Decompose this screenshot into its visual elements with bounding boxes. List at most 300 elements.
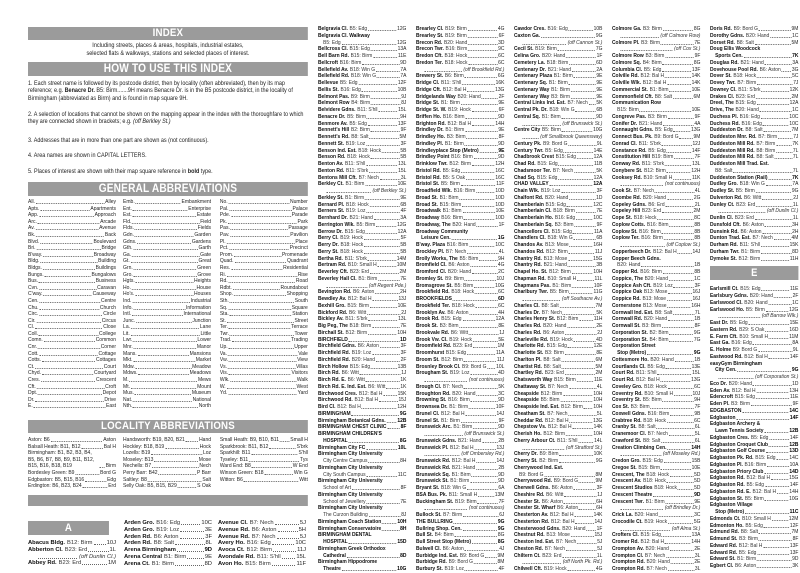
index-entry [514,316,602,323]
locality-row [123,437,211,444]
map-reference: 13A [691,532,701,539]
index-entry [612,485,700,492]
abbreviation-row-abbr: St. [219,317,226,324]
leader-dots [372,350,400,355]
street-name: Duddeston Dr. [710,127,744,134]
postcode-locality: B2: Birm [350,127,370,134]
leader-dots [362,404,397,409]
abbreviation-row [123,364,211,371]
leader-dots [138,351,189,356]
map-reference: 9G [399,410,407,417]
street-name: Coxwell Gdns. [612,410,646,417]
street-name: Birmingham Botanical Gdns. [318,417,386,424]
postcode-locality: B7: Birm [756,140,776,147]
abbreviation-row-meaning: Houses [194,291,212,298]
map-reference: 7M [791,529,799,536]
index-entry [710,563,798,570]
street-name: BIRMINGHAM CHEST CLINIC [318,424,387,431]
map-reference: 13L [398,316,407,323]
postcode-locality: B19: Loz [540,188,561,194]
postcode-locality: B6: Witt [546,491,564,498]
leader-dots [566,431,593,436]
postcode-locality: B16: Birm [640,269,662,275]
index-entry [416,181,504,188]
index-title: INDEX [28,27,308,40]
abbreviation-row-abbr: Mus. [123,390,134,397]
index-entry [318,411,406,418]
map-reference: 11E [789,394,799,401]
leader-dots [675,357,694,362]
index-entry [710,67,798,74]
entry-continuation: Theatre [323,566,341,572]
postcode-locality: B5: Edg [746,482,765,488]
abbreviation-row-abbr: Ho's. [123,291,135,298]
abbreviation-row-abbr: App. [28,212,39,219]
index-column [710,26,798,570]
entry-continuation: B9: Bord G [519,471,544,478]
leader-dots [663,26,693,31]
abbreviation-row-meaning: Residential [283,264,308,271]
abbreviation-row-meaning: North [198,403,212,410]
map-reference: 10H [593,390,603,397]
postcode-locality: B5: Birm [347,113,366,120]
street-name: Drakes Cl. [710,93,735,100]
postcode-locality: B19: Loz [345,208,366,215]
street-name: Duddeston Mill Rd. [710,147,755,154]
street-name: Chapman Rd. [514,275,546,282]
abbreviation-row-meaning: Shopping [286,291,308,298]
street-name: Chamberlain [514,201,544,208]
postcode-locality: B19: Hock [543,566,567,572]
index-entry [416,485,504,492]
street-name: Belgravia Cl. Walkway [318,32,370,39]
postcode-locality: B19: Birm [445,32,467,39]
postcode-locality: B19: Loz [345,140,366,147]
postcode-locality: B5: Edg [349,120,367,127]
abbreviation-row [220,219,308,226]
map-reference: 12K [789,86,799,93]
postcode-locality: B13: Mose [642,296,667,302]
postcode-locality: B16: Edg [554,215,576,221]
index-column [612,26,700,573]
leader-dots [453,296,498,301]
leader-dots [568,343,593,348]
index-entry [514,404,602,411]
street-name: Chad Rd. [514,161,536,167]
index-entry [514,384,602,391]
index-entry [318,208,406,215]
abbreviation-row [220,390,308,397]
index-entry [514,276,602,283]
map-reference: 10G [495,282,505,289]
leader-dots [666,364,691,369]
street-name: Centenary Sq. [514,80,548,86]
index-entry [612,94,700,101]
postcode-locality: B6: Witt [348,309,367,316]
abbreviation-row-meaning: Vale [298,350,308,357]
abbreviation-row [28,357,116,364]
index-entry [612,458,700,465]
postcode-locality: B18: Win G [547,235,573,242]
street-name: Bridgelands Way [416,93,456,100]
postcode-locality: B15: Edg [640,532,661,539]
leader-dots [425,431,463,436]
street-name: Cheapside [514,397,539,404]
leader-dots [387,424,400,429]
index-entry [514,451,602,458]
street-name: Coplow St. [612,228,638,235]
index-entry [416,566,504,573]
leader-dots [473,337,498,342]
leader-dots [665,73,691,78]
abbreviation-row-abbr: Gro. [123,271,133,278]
postcode-locality: B5: Birm [744,495,764,502]
map-reference: 11M [789,333,799,340]
map-reference: 11H [593,316,603,323]
index-entry [514,175,602,182]
leader-dots [476,188,494,193]
street-name: Edgbaston Pl. [710,461,743,468]
map-reference: 14K [593,424,603,431]
map-reference: 7L [792,147,799,154]
index-entry [612,411,700,418]
postcode-locality: B6: Aston [557,505,579,512]
leader-dots [136,364,192,369]
map-reference: 12G [789,306,799,313]
postcode-locality: B3: Birm [642,323,662,329]
street-name: Conrad Cl. [612,140,637,147]
street-name: Brearley St. [416,32,444,39]
abbreviation-row [220,364,308,371]
index-entry [318,141,406,148]
map-reference: 8B [694,235,701,242]
index-entry [514,323,602,330]
map-reference: 15E [789,320,799,326]
abbreviation-row [220,206,308,213]
entry-continuation: B20: Hand [617,262,641,269]
map-reference: 7E [400,323,407,329]
cross-reference-note [514,559,602,566]
index-entry [416,73,504,80]
postcode-locality: B23: Erd [736,201,756,208]
leader-dots [382,519,396,524]
index-entry [514,33,602,40]
entry-continuation: Sports Cen. [715,53,743,59]
postcode-locality: B15: Edg [537,174,558,181]
street-name: Edgbaston Croquet Club [710,441,769,448]
street-name: Central Links Ind. Est. [514,100,566,107]
abbreviation-row-meaning: Church [99,304,116,311]
leader-dots [158,470,196,475]
leader-dots [272,540,295,545]
street-name: Birchall St. [318,329,344,336]
cross-reference-note [416,451,504,458]
abbreviation-row-meaning: Back [104,231,116,238]
postcode-locality: B15: Edg [734,394,755,401]
leader-dots [584,404,593,409]
index-entry [612,175,700,182]
street-name: Berrow Dr. [318,228,343,235]
index-entry [514,330,602,337]
index-entry [612,532,700,539]
street-name: Connaught Gdns. [612,127,654,134]
index-entry [318,472,406,479]
index-entry [416,60,504,67]
street-name: Edmund St. [710,536,738,542]
street-name: Brindleyplace Stop (Metro) [416,147,479,154]
map-reference: 5K [596,167,603,174]
leader-dots [280,437,290,442]
leader-dots [757,550,789,555]
street-name: Bromfield Cl. [416,262,447,269]
leader-dots [272,561,296,566]
cross-reference-note [612,181,700,188]
locality-row-meaning: Small H [290,437,308,443]
street-name: Brighton Rd. [416,120,446,127]
locality-row [220,437,308,444]
leader-dots [669,337,693,342]
map-reference: 7F [498,498,505,505]
index-entry [416,343,504,350]
leader-dots [133,212,196,217]
leader-dots [251,450,297,455]
leader-dots [39,285,96,290]
abbreviation-row-meaning: Bungalows [91,271,116,278]
abbreviation-row-meaning: Precinct [289,245,308,252]
leader-dots [564,499,596,504]
map-reference: 13F [789,549,799,556]
map-reference: 10H [593,397,603,404]
leader-dots [562,364,595,369]
index-entry [416,269,504,276]
index-entry [710,529,798,536]
abbreviation-row-abbr: Ri. [219,271,226,278]
leader-dots [665,53,694,58]
postcode-locality: B18: Hock [451,289,475,296]
index-entry [318,310,406,317]
leader-dots [668,316,694,321]
leader-dots [349,539,397,544]
street-name: Cheapside Ind. Est. [514,404,560,410]
abbreviation-row-abbr: Emb. [123,199,135,205]
postcode-locality: B18: Hock [451,302,475,309]
abbreviation-column [28,199,116,410]
index-entry [318,33,406,40]
map-reference: 14D [789,468,799,475]
abbreviation-row-meaning: Close [103,324,116,331]
postcode-locality: B12: Birm [549,269,571,275]
street-name: Eastwood Rd. [710,353,743,360]
index-entry [612,188,700,195]
abbreviation-row [123,232,211,239]
leader-dots [577,276,594,281]
index-entry [416,121,504,128]
leader-dots [41,377,95,382]
locality-row-abbr: Selly Oak: B5, B15, B29 [123,483,177,490]
abbreviation-row [220,265,308,272]
postcode-locality: B21: Hand [451,464,476,471]
leader-dots [768,175,791,180]
leader-dots [463,512,498,517]
street-name: Caxton Ga. [514,32,541,39]
street-name: Commonfield Cft. [612,93,654,100]
street-name: Brosnley Brook Cl. [416,363,461,370]
index-entry [318,262,406,269]
street-name: Bertha Rd. [318,255,343,262]
leader-dots [656,424,694,429]
street-name: Crofters Cl. [612,532,639,539]
map-reference: 5M [595,363,603,370]
index-entry [416,465,504,472]
postcode-locality: B16: Birm [448,397,470,404]
locality-row [123,463,211,470]
leader-dots [669,330,693,335]
map-reference: 2F [498,93,505,100]
leader-dots [44,272,90,277]
postcode-locality: B3: Birm [551,93,571,100]
leader-dots [382,526,399,531]
cross-reference-note [612,505,700,512]
street-name: Colmore Sq. [612,59,642,66]
postcode-locality: B16: Birm [647,410,670,417]
locality-row [123,483,211,490]
abbreviation-row-abbr: Vis. [219,370,229,377]
map-reference: 6L [694,437,701,444]
leader-dots [470,262,497,267]
postcode-locality: B1: Birm [645,498,665,505]
street-name: Birchfield Rd. [318,356,351,363]
map-reference: 1J [597,491,603,498]
abbreviation-row-meaning: Courtyard [94,370,116,377]
leader-dots [327,283,368,288]
leader-dots [282,554,296,559]
leader-dots [466,134,497,139]
street-name: Edencroft [710,394,734,401]
map-reference: 8M [595,471,603,478]
entry-continuation: City Centre Campus [323,458,368,464]
abbreviation-row [28,252,116,259]
street-name: Cherish Ho. [514,431,542,437]
leader-dots [371,154,400,159]
street-name: Doris Rd. [710,26,732,32]
postcode-locality: B10: Small H [742,515,771,522]
index-entry [710,33,798,40]
postcode-locality: B16: Birm [445,46,468,53]
map-reference: 1L [792,201,799,208]
leader-dots [36,232,104,237]
map-reference: 9D [498,397,505,404]
postcode-locality: B12: Bal H [640,73,665,80]
index-entry [318,566,406,573]
street-name: Centenary Dr. [514,66,547,73]
index-entry [318,114,406,121]
locality-row-meaning: Win G [293,469,308,476]
leader-dots [558,175,593,180]
abbreviation-row-abbr: Cft. [28,383,36,390]
leader-dots [227,239,295,244]
street-name: Abacus Bldg. [28,540,66,546]
abbreviation-row-meaning: Walk [296,377,308,384]
map-reference: 12G [397,221,407,228]
street-name: Avenue Rd. [218,533,250,540]
index-entry [514,222,602,229]
leader-dots [469,330,498,335]
abbreviation-row [220,344,308,351]
index-entry [318,202,406,209]
abbreviation-row-meaning: Bridge [101,245,116,252]
abbreviation-row-abbr: Gt. [123,258,130,265]
howto-point-2 [28,111,308,126]
postcode-locality: B12: Bal H [447,120,472,127]
abbreviation-row-abbr: Bus. [28,278,39,285]
map-reference: 2G [693,194,701,201]
map-reference: 9D [498,478,505,485]
map-reference: 11G [593,289,603,296]
locality-row-meaning: Nech [199,463,212,470]
street-name: Chapel Ho. St. [514,269,548,275]
map-reference: 12B [789,428,799,434]
index-entry [514,46,602,53]
leader-dots [230,232,289,237]
street-name: Earlswood Cl. [710,299,743,306]
postcode-locality: B3: Birm [439,323,459,329]
leader-dots [674,283,694,288]
postcode-locality: B5: Birm [440,181,460,188]
street-name: Bexhill Gro. [318,302,346,309]
map-reference: 9G [595,32,603,39]
howto-point-4: 4. Area names are shown in CAPITAL LETTERS. [28,152,147,159]
locality-row-meaning: Salt [202,476,212,483]
abbreviation-row-abbr: Sq. [219,304,228,311]
map-reference: 5E [498,336,505,343]
leader-dots [371,364,397,369]
postcode-locality: B20: Hand [744,299,768,306]
leader-dots [178,483,197,488]
abbreviation-row-meaning: Terrace [291,324,308,331]
leader-dots [662,208,693,213]
postcode-locality: B5: Edg [745,522,763,529]
postcode-locality: B16: Edg [731,340,752,347]
entry-continuation: HOSPITAL [323,539,348,545]
abbreviation-row [28,239,116,246]
map-reference: 1L [109,546,116,553]
abbreviation-row [220,331,308,338]
street-name: Edmonton Ho. [710,522,744,529]
street-name: EDGBASTON [710,407,742,414]
leader-dots [275,520,299,525]
street-name: Copeley Gdns. [612,201,647,208]
leader-dots [228,351,297,356]
leader-dots [757,73,791,78]
map-reference: 10E [397,302,407,309]
abbreviation-row-abbr: Quad. [219,258,234,265]
index-entry [710,154,798,161]
postcode-locality: B8: Salt [153,540,175,547]
map-reference: 7E [694,39,701,46]
street-name: Chartist Rd. [514,363,542,370]
abbreviation-row [220,212,308,219]
map-reference: 4A [694,120,701,127]
leader-dots [358,80,397,85]
index-entry [318,492,406,499]
map-reference: 5B [400,147,407,154]
street-name: Chesterton Rd. [514,518,550,525]
leader-dots [772,516,788,521]
leader-dots [136,278,194,283]
index-entry [416,256,504,263]
leader-dots [362,60,399,65]
leader-dots [131,324,199,329]
